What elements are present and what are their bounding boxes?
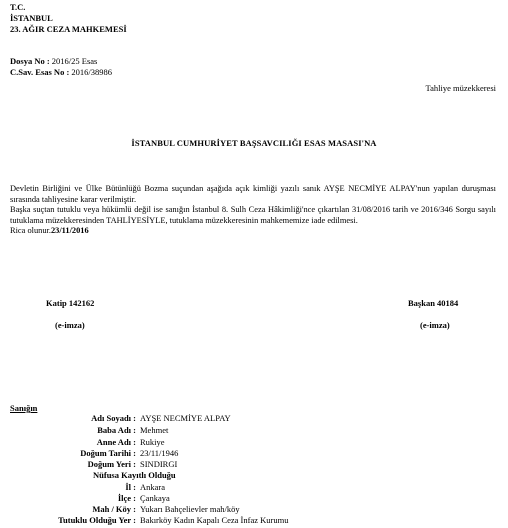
field-value: Mehmet: [140, 425, 169, 435]
case-info: [10, 56, 112, 78]
court-tc: T.C.: [10, 2, 26, 12]
defendant-row: [0, 448, 508, 459]
field-label: Doğum Yeri :: [87, 459, 136, 469]
field-label: Anne Adı :: [96, 437, 136, 447]
rica-text: Rica olunur.: [10, 226, 51, 235]
body-text: [10, 184, 496, 237]
field-label: Doğum Tarihi :: [80, 448, 136, 458]
defendant-row: [0, 470, 508, 481]
document-type: Tahliye müzekkeresi: [425, 83, 496, 93]
court-name: 23. AĞIR CEZA MAHKEMESİ: [10, 24, 127, 34]
defendant-section-title: Sanığın: [10, 403, 38, 413]
addressee-heading: İSTANBUL CUMHURİYET BAŞSAVCILIĞI ESAS MASASI'NA: [131, 138, 377, 148]
defendant-row: [0, 493, 508, 504]
field-label: Tutuklu Olduğu Yer :: [58, 515, 136, 525]
defendant-row: [0, 425, 508, 436]
field-value: AYŞE NECMİYE ALPAY: [140, 413, 231, 423]
rica-date: 23/11/2016: [50, 226, 89, 235]
clerk-e-signature: (e-imza): [55, 320, 85, 330]
field-value: Çankaya: [140, 493, 170, 503]
csav-value: 2016/38986: [71, 67, 113, 77]
field-label: İlçe :: [117, 493, 136, 503]
field-value: 23/11/1946: [140, 448, 179, 458]
field-value: SINDIRGI: [140, 459, 178, 469]
field-label: Nüfusa Kayıtlı Olduğu: [93, 470, 176, 480]
defendant-row: [0, 515, 508, 526]
field-value: Ankara: [140, 482, 166, 492]
defendant-row: [0, 504, 508, 515]
dosya-label: Dosya No :: [10, 56, 50, 66]
defendant-row: [0, 459, 508, 470]
court-city: İSTANBUL: [10, 13, 53, 23]
defendant-row: [0, 482, 508, 493]
field-value: Bakırköy Kadın Kapalı Ceza İnfaz Kurumu: [140, 515, 289, 525]
field-value: Rukiye: [140, 437, 165, 447]
body-paragraph-1: Devletin Birliğini ve Ülke Bütünlüğü Bozma suçundan aşağıda açık kimliği yazılı sanık AYŞE NECMİYE ALPAY'nun yapılan duruşması sırasında tahliyesine karar verilmiştir.: [10, 184, 496, 204]
court-header: [10, 2, 127, 35]
field-label: İl :: [125, 482, 136, 492]
dosya-row: [10, 56, 112, 67]
rica-line: [10, 226, 496, 237]
csav-label: C.Sav. Esas No :: [10, 67, 70, 77]
csav-row: [10, 67, 112, 78]
field-label: Mah / Köy :: [92, 504, 136, 514]
field-value: Yukarı Bahçelievler mah/köy: [140, 504, 240, 514]
body-paragraph-2: Başka suçtan tutuklu veya hükümlü değil ise sanığın İstanbul 8. Sulh Ceza Hâkimliği'nce çıkartılan 31/08/2016 tarih ve 2016/346 Sorgu sayılı tutuklama müzekkeresinden TAHLİYESİYLE, tutuklama müzekkeresinin mahkememize iade edilmesi.: [10, 205, 496, 225]
judge-e-signature: (e-imza): [420, 320, 450, 330]
judge-title: Başkan 40184: [408, 298, 459, 308]
clerk-title: Katip 142162: [46, 298, 95, 308]
field-label: Adı Soyadı :: [91, 413, 136, 423]
defendant-row: [0, 437, 508, 448]
defendant-row: [0, 413, 508, 424]
field-label: Baba Adı :: [97, 425, 136, 435]
dosya-value: 2016/25 Esas: [51, 56, 98, 66]
